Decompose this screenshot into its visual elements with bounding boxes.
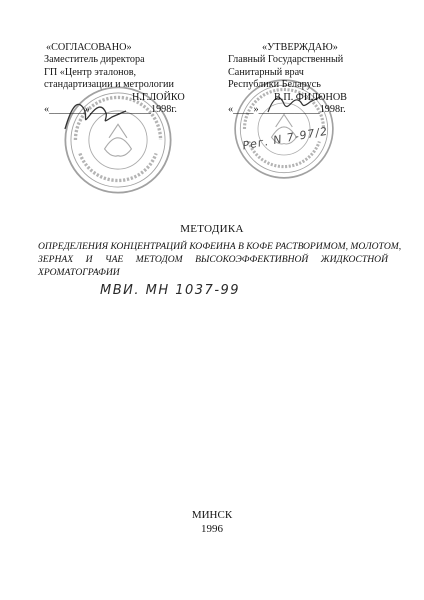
- approval-date-line: «____»____________1998г.: [228, 104, 346, 116]
- document-title: [38, 240, 402, 279]
- publication-year: 1996: [201, 523, 223, 535]
- approval-line: Санитарный врач: [228, 66, 304, 78]
- handwritten-document-code: МВИ. МН 1037-99: [100, 283, 241, 298]
- approval-date-line: «_______»____________1998г.: [44, 104, 177, 116]
- approval-line: Главный Государственный: [228, 54, 344, 66]
- approval-block-approved: [228, 42, 347, 116]
- approval-signatory-name: В.П. ФИЛОНОВ: [274, 91, 347, 103]
- document-type-heading: МЕТОДИКА: [180, 223, 244, 235]
- approval-line: ГП «Центр эталонов,: [44, 66, 137, 78]
- place-and-year: [0, 508, 424, 536]
- approval-line: Республики Беларусь: [228, 79, 321, 91]
- approval-heading: «СОГЛАСОВАНО»: [46, 42, 132, 53]
- approval-block-agreed: [44, 42, 185, 116]
- document-title-line: ОПРЕДЕЛЕНИЯ КОНЦЕНТРАЦИЙ КОФЕИНА В КОФЕ РАСТВОРИМОМ, МОЛОТОМ,: [38, 241, 402, 252]
- document-title-line: ХРОМАТОГРАФИИ: [38, 267, 120, 278]
- place-city: МИНСК: [191, 509, 233, 521]
- approval-line: Заместитель директора: [44, 54, 145, 66]
- approval-heading: «УТВЕРЖДАЮ»: [262, 42, 338, 53]
- document-title-line: ЗЕРНАХ И ЧАЕ МЕТОДОМ ВЫСОКОЭФФЕКТИВНОЙ ЖИДКОСТНОЙ: [38, 254, 388, 265]
- approval-signatory-name: Н.Г.ЛОЙКО: [132, 91, 185, 103]
- handwritten-registration-note: Рег. N 7-97/2: [241, 124, 330, 153]
- approval-line: стандартизации и метрологии: [44, 79, 174, 91]
